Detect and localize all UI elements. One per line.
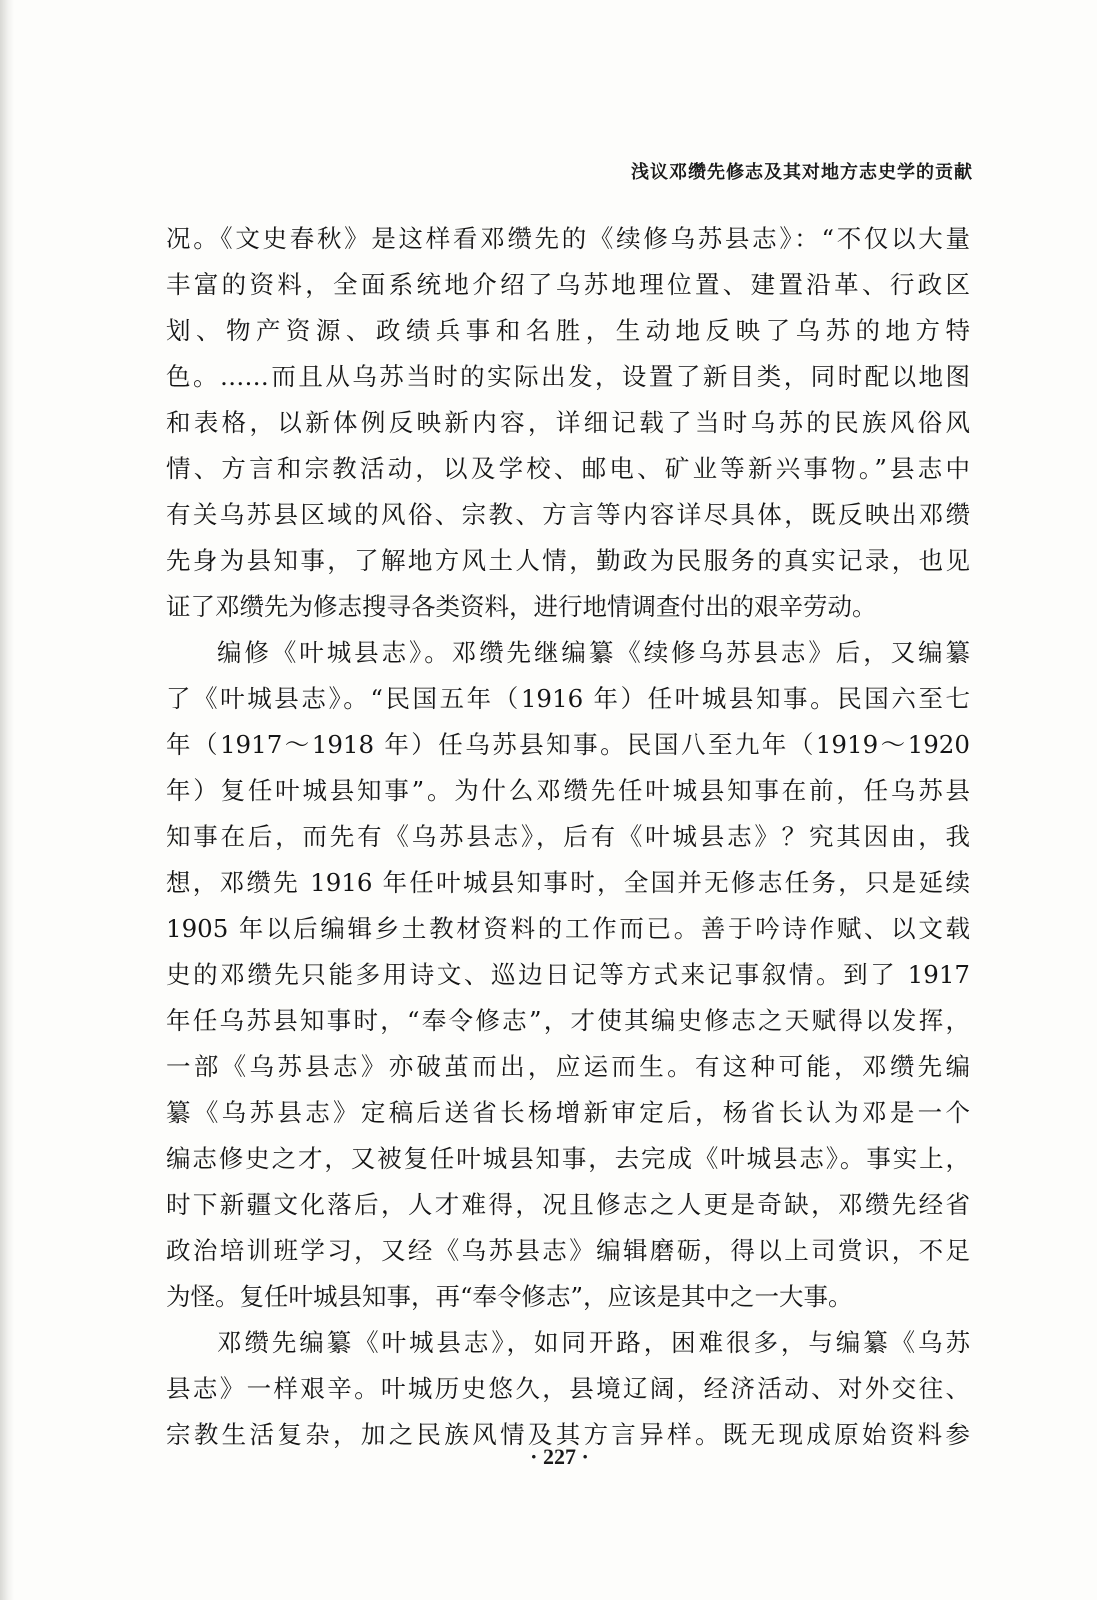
text-line: 情、方言和宗教活动，以及学校、邮电、矿业等新兴事物。”县志中 xyxy=(166,454,970,483)
text-line: 了《叶城县志》。“民国五年（1916 年）任叶城县知事。民国六至七 xyxy=(166,684,970,713)
text-line: 先身为县知事，了解地方风土人情，勤政为民服务的真实记录，也见 xyxy=(166,546,970,575)
text-line: 划、物产资源、政绩兵事和名胜，生动地反映了乌苏的地方特 xyxy=(166,316,970,345)
text-line: 色。……而且从乌苏当时的实际出发，设置了新目类，同时配以地图 xyxy=(166,362,970,391)
page-number: · 227 · xyxy=(530,1444,589,1469)
binding-edge xyxy=(0,0,14,1600)
text-line: 史的邓缵先只能多用诗文、巡边日记等方式来记事叙情。到了 1917 xyxy=(166,960,970,989)
text-line: 政治培训班学习，又经《乌苏县志》编辑磨砺，得以上司赏识，不足 xyxy=(166,1236,970,1265)
text-line: 年任乌苏县知事时，“奉令修志”，才使其编史修志之天赋得以发挥， xyxy=(166,1006,970,1035)
text-line: 丰富的资料，全面系统地介绍了乌苏地理位置、建置沿革、行政区 xyxy=(166,270,970,299)
paragraph-first-line: 编修《叶城县志》。邓缵先继编纂《续修乌苏县志》后，又编纂 xyxy=(217,638,970,667)
text-line: 县志》一样艰辛。叶城历史悠久，县境辽阔，经济活动、对外交往、 xyxy=(166,1374,970,1403)
text-line: 和表格，以新体例反映新内容，详细记载了当时乌苏的民族风俗风 xyxy=(166,408,970,437)
text-line: 年）复任叶城县知事”。为什么邓缵先任叶城县知事在前，任乌苏县 xyxy=(166,776,970,805)
text-line: 一部《乌苏县志》亦破茧而出，应运而生。有这种可能，邓缵先编 xyxy=(166,1052,970,1081)
text-line: 1905 年以后编辑乡土教材资料的工作而已。善于吟诗作赋、以文载 xyxy=(166,914,970,943)
running-header: 浅议邓缵先修志及其对地方志史学的贡献 xyxy=(631,162,973,183)
text-line: 有关乌苏县区域的风俗、宗教、方言等内容详尽具体，既反映出邓缵 xyxy=(166,500,970,529)
text-line: 纂《乌苏县志》定稿后送省长杨增新审定后，杨省长认为邓是一个 xyxy=(166,1098,970,1127)
text-line: 况。《文史春秋》是这样看邓缵先的《续修乌苏县志》：“不仅以大量 xyxy=(166,224,970,253)
paragraph-first-line: 邓缵先编纂《叶城县志》，如同开路，困难很多，与编纂《乌苏 xyxy=(217,1328,970,1357)
text-line: 时下新疆文化落后，人才难得，况且修志之人更是奇缺，邓缵先经省 xyxy=(166,1190,970,1219)
text-line: 为怪。复任叶城县知事，再“奉令修志”，应该是其中之一大事。 xyxy=(166,1282,853,1311)
text-line: 知事在后，而先有《乌苏县志》，后有《叶城县志》？究其因由，我 xyxy=(166,822,970,851)
text-line: 年（1917～1918 年）任乌苏县知事。民国八至九年（1919～1920 xyxy=(166,730,970,759)
text-line: 宗教生活复杂，加之民族风情及其方言异样。既无现成原始资料参 xyxy=(166,1420,970,1449)
text-line: 编志修史之才，又被复任叶城县知事，去完成《叶城县志》。事实上， xyxy=(166,1144,970,1173)
text-line: 证了邓缵先为修志搜寻各类资料，进行地情调查付出的艰辛劳动。 xyxy=(166,592,877,621)
text-line: 想，邓缵先 1916 年任叶城县知事时，全国并无修志任务，只是延续 xyxy=(166,868,970,897)
body-text xyxy=(166,216,970,1458)
